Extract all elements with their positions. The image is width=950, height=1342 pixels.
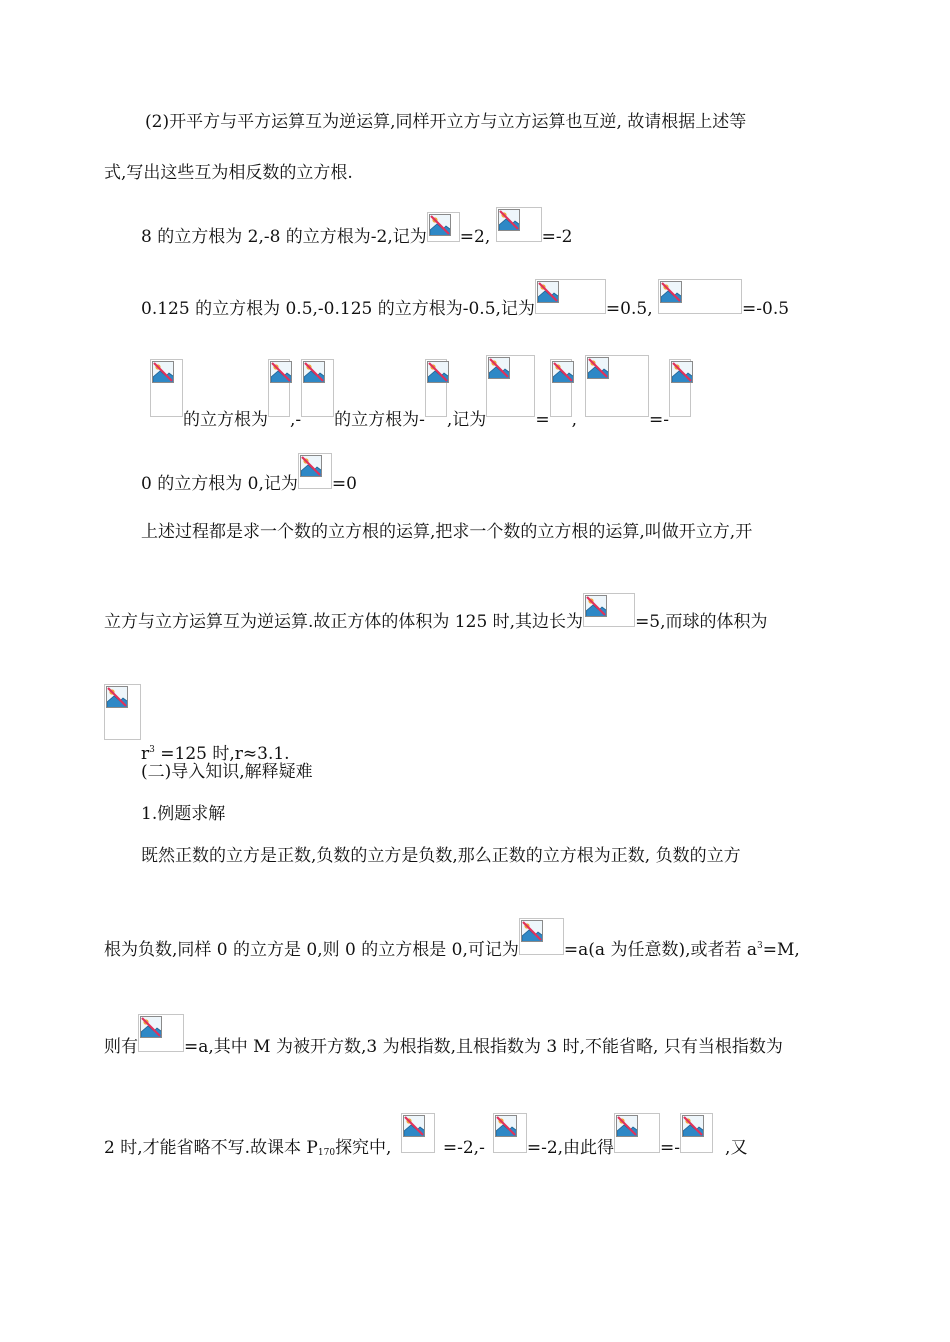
broken-image-icon [270,361,292,383]
formula-image [680,1113,713,1153]
formula-image [614,1113,660,1153]
paragraph-line: (2)开平方与平方运算互为逆运算,同样开立方与立方运算也互逆, 故请根据上述等 [145,112,747,132]
formula-image [138,1014,184,1052]
broken-image-icon [403,1115,425,1137]
formula-image [493,1113,527,1153]
formula-image [401,1113,435,1153]
section-heading: (二)导入知识,解释疑难 [141,762,313,782]
broken-image-icon [587,357,609,379]
broken-image-icon [106,686,128,708]
formula-image [425,359,447,417]
broken-image-icon [488,357,510,379]
formula-image [150,359,183,417]
broken-image-icon [660,281,682,303]
broken-image-icon [682,1115,704,1137]
broken-image-icon [495,1115,517,1137]
cube-root-of-0-line: 0 的立方根为 0,记为 =0 [141,453,357,494]
formula-image [427,212,460,242]
formula-image [301,359,334,417]
broken-image-icon [552,361,574,383]
formula-image [658,279,742,314]
sphere-volume-line: $r^3 =125$ 时,r≈3.1. [104,684,290,745]
broken-image-icon [537,281,559,303]
broken-image-icon [303,361,325,383]
broken-image-icon [140,1016,162,1038]
formula-image [550,359,572,417]
formula-image [496,207,542,242]
paragraph-line: 式,写出这些互为相反数的立方根. [104,163,353,183]
paragraph-line: 上述过程都是求一个数的立方根的运算,把求一个数的立方根的运算,叫做开立方,开 [141,522,753,542]
cube-root-of-8-line: 8 的立方根为 2,-8 的立方根为-2,记为 =2, =-2 [141,207,572,247]
paragraph-line: 则有 =a,其中 M 为被开方数,3 为根指数,且根指数为 3 时,不能省略, 只有当根指数为 [104,1014,783,1057]
paragraph-line: 根为负数,同样 0 的立方是 0,则 0 的立方根是 0,可记为 =a(a 为任意数),或者若 $a^3=M$, [104,918,800,960]
cube-root-of-fraction-line: 的立方根为 ,- 的立方根为- ,记为 = , =- [150,357,691,422]
formula-image [298,453,332,489]
formula-image [519,918,564,955]
broken-image-icon [671,361,693,383]
paragraph-line: 立方与立方运算互为逆运算.故正方体的体积为 125 时,其边长为 =5,而球的体积为 [104,593,768,632]
formula-image [585,355,649,417]
formula-image [104,684,141,740]
broken-image-icon [427,361,449,383]
formula-image [535,279,606,314]
broken-image-icon [521,920,543,942]
broken-image-icon [585,595,607,617]
formula-image [669,359,691,417]
formula-image [583,593,635,627]
broken-image-icon [429,214,451,236]
broken-image-icon [300,455,322,477]
broken-image-icon [152,361,174,383]
broken-image-icon [616,1115,638,1137]
subsection-heading: 1.例题求解 [141,804,226,824]
formula-image [486,355,535,417]
broken-image-icon [498,209,520,231]
paragraph-line: 既然正数的立方是正数,负数的立方是负数,那么正数的立方根为正数, 负数的立方 [141,846,741,866]
paragraph-line: 2 时,才能省略不写.故课本 $P_{170}$探究中, =-2,- =-2,由此得 =- ,又 [104,1113,747,1158]
formula-image [268,359,290,417]
cube-root-of-0.125-line: 0.125 的立方根为 0.5,-0.125 的立方根为-0.5,记为 =0.5, =-0.5 [141,279,789,319]
